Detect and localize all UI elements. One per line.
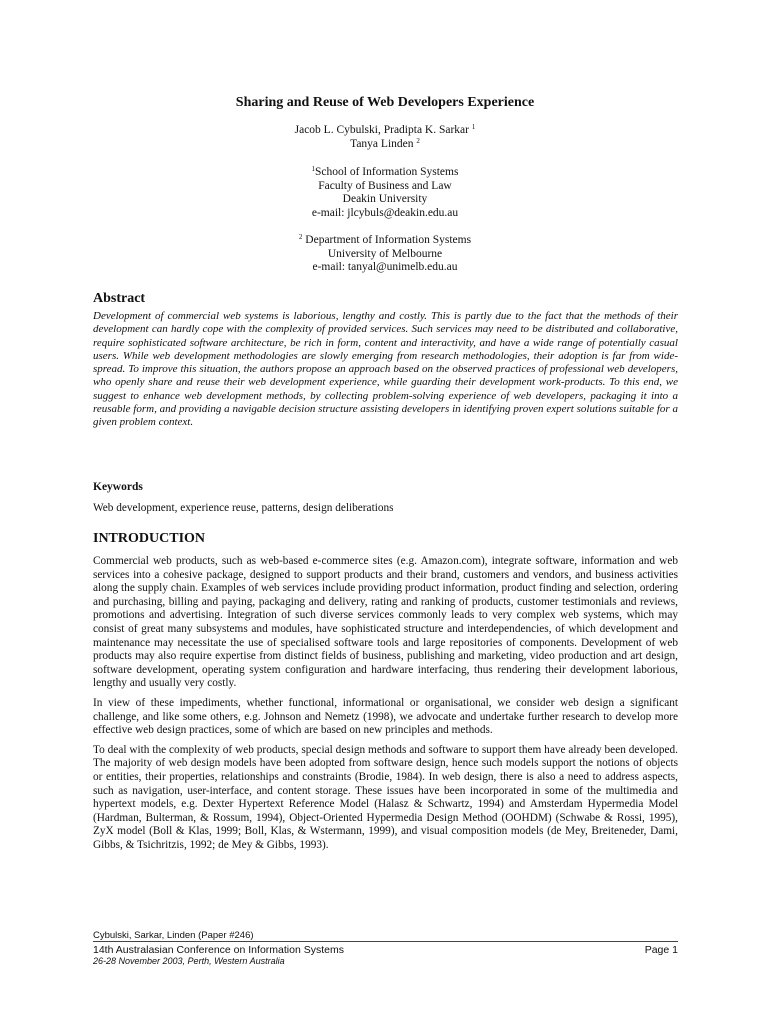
author-superscript-2: 2: [416, 136, 420, 145]
affiliation-2-department: Department of Information Systems: [305, 234, 472, 246]
affiliation-1-superscript: 1: [311, 165, 316, 173]
footer-row: [93, 944, 678, 956]
author-names-2: Tanya Linden: [350, 137, 414, 150]
affiliation-1-university: Deakin University: [342, 193, 428, 206]
affiliation-2-superscript: 2: [298, 233, 303, 241]
author-names-1: Jacob L. Cybulski, Pradipta K. Sarkar: [294, 124, 469, 136]
footer-block: [93, 944, 678, 966]
keywords-heading: Keywords: [93, 481, 143, 493]
affiliation-2-university: University of Melbourne: [327, 247, 443, 260]
affiliation-1: [0, 166, 770, 220]
introduction-heading: INTRODUCTION: [93, 531, 206, 546]
introduction-body: [93, 555, 678, 852]
author-superscript-1: 1: [471, 123, 476, 131]
keywords-text: Web development, experience reuse, patterns, design deliberations: [93, 502, 394, 514]
intro-paragraph-3: To deal with the complexity of web products, special design methods and software to support them have already been developed. The majority of web design models have been adopted from software design, hence such models support the notions of objects or entities, their properties, relationships and constraints (Brodie, 1984). In web design, there is also a need to address aspects, such as navigation, user-interface, and content storage. These issues have been incorporated in some of the multimedia and hypertext models, e.g. Dexter Hypertext Reference Model (Halasz & Schwartz, 1994) and Amsterdam Hypermedia Model (Hardman, Bulterman, & Rossum, 1994), Object-Oriented Hypermedia Design Method (OOHDM) (Schwabe & Rossi, 1995), ZyX model (Boll & Klas, 1999; Boll, Klas, & Wstermann, 1999), and visual composition models (de Mey, Breiteneder, Dami, Gibbs, & Tsichritzis, 1992; de Mey & Gibbs, 1993).: [93, 743, 678, 851]
author-line-1: [0, 124, 770, 138]
affiliation-1-school: School of Information Systems: [315, 166, 459, 178]
intro-paragraph-1: Commercial web products, such as web-based e-commerce sites (e.g. Amazon.com), integrate software, information and web services into a cohesive package, designed to support products and their brand, customers and vendors, and business activities along the supply chain. Examples of web services include providing product information, product finding and selection, ordering and purchasing, billing and paying, packaging and delivery, rating and ranking of products, customer testimonials and reviews, promotions and advertising. Integration of such diverse services commonly leads to very complex web systems, which may consist of great many subsystems and modules, have sophisticated structure and interdependencies, of which development and maintenance may necessitate the use of specialised software tools and large repositories of components. Development of web products may also require expertise from distinct fields of business, publishing and marketing, video production and art design, software development, operating system configuration and hardware interfacing, thus rendering their development laborious, lengthy and usually very costly.: [93, 555, 678, 690]
running-header: Cybulski, Sarkar, Linden (Paper #246): [93, 930, 254, 941]
paper-title: Sharing and Reuse of Web Developers Experience: [235, 95, 535, 110]
abstract-heading: Abstract: [93, 291, 146, 306]
conference-name: 14th Australasian Conference on Information Systems: [93, 944, 344, 956]
page-number: Page 1: [644, 944, 678, 956]
affiliation-1-email: e-mail: jlcybuls@deakin.edu.au: [311, 206, 459, 219]
affiliation-1-faculty: Faculty of Business and Law: [318, 179, 452, 192]
conference-dates: 26-28 November 2003, Perth, Western Australia: [93, 956, 285, 966]
affiliation-2-email: e-mail: tanyal@unimelb.edu.au: [312, 261, 458, 274]
author-line-2: [0, 138, 770, 152]
abstract-text: Development of commercial web systems is laborious, lengthy and costly. This is partly due to the fact that the methods of their development can hardly cope with the complexity of provided services. Such services may need to be distributed and collaborative, require sophisticated software architecture, be rich in form, content and interactivity, and have a wide range of potentially casual users. While web development methodologies are slowly emerging from research methodologies, their adoption is far from wide-spread. To improve this situation, the authors propose an approach based on the observed practices of professional web developers, who openly share and reuse their web development experience, while guarding their development work-products. To this end, we suggest to enhance web development methods, by collecting problem-solving experience of web developers, packaging it into a reusable form, and providing a navigable decision structure assisting developers in identifying proven expert solutions suitable for a given problem context.: [93, 310, 678, 429]
affiliation-2: [0, 234, 770, 275]
author-block: [0, 124, 770, 151]
intro-paragraph-2: In view of these impediments, whether functional, informational or organisational, we consider web design a significant challenge, and like some others, e.g. Johnson and Nemetz (1998), we advocate and undertake further research to develop more effective web design practices, some of which are based on new principles and methods.: [93, 696, 678, 737]
footer-divider: [93, 941, 678, 942]
